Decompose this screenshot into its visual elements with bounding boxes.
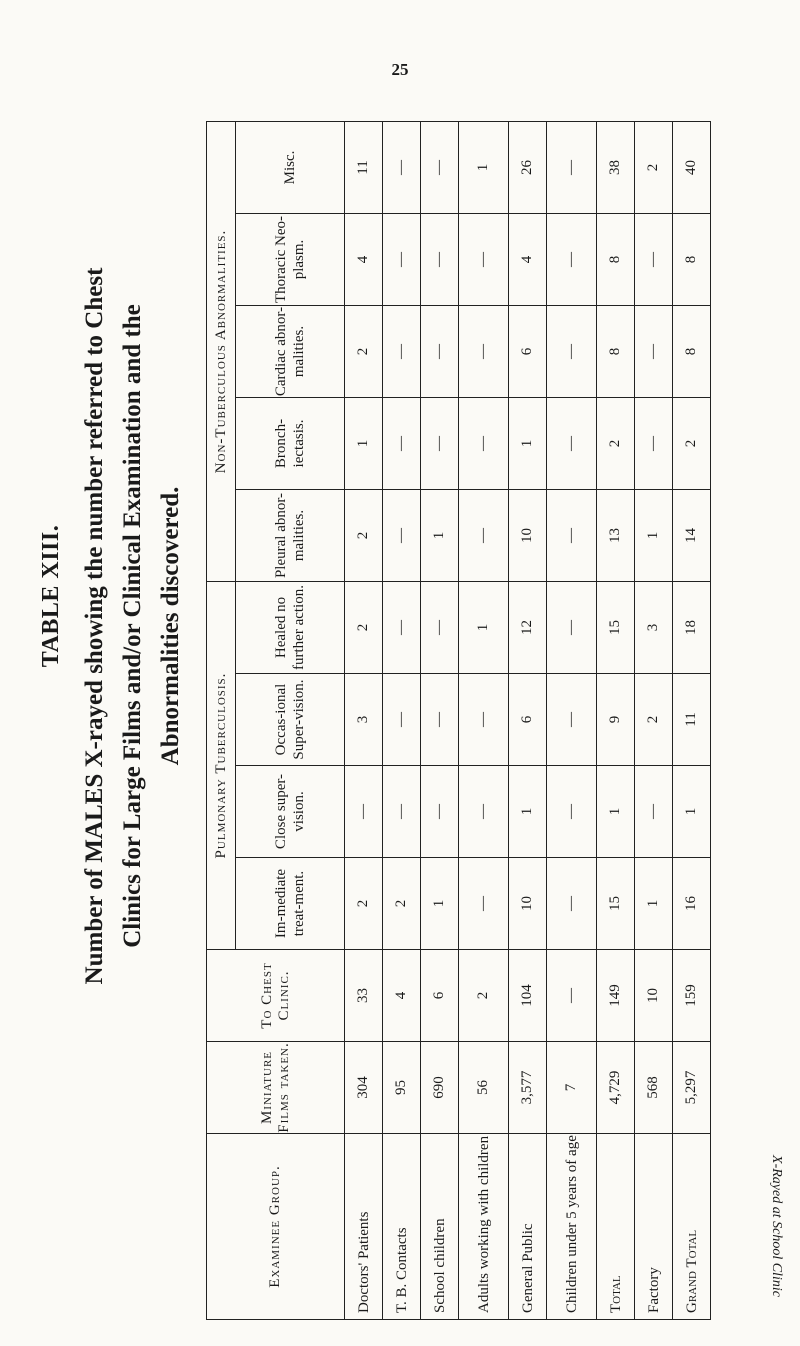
table-cell: 40 — [673, 122, 711, 214]
row-label: Total — [597, 1134, 635, 1320]
table-cell: 4 — [383, 950, 421, 1042]
table-cell: 3 — [345, 674, 383, 766]
table-cell: 1 — [459, 582, 509, 674]
table-cell: — — [459, 674, 509, 766]
table-cell: — — [345, 766, 383, 858]
table-cell: 9 — [597, 674, 635, 766]
table-cell: — — [547, 858, 597, 950]
table-cell: 4 — [509, 214, 547, 306]
table-cell: 1 — [345, 398, 383, 490]
table-cell: 3,577 — [509, 1042, 547, 1134]
table-cell: — — [635, 306, 673, 398]
table-cell: 3 — [635, 582, 673, 674]
table-cell: 568 — [635, 1042, 673, 1134]
table-row — [547, 122, 597, 1320]
table-cell: — — [421, 306, 459, 398]
table-cell: 56 — [459, 1042, 509, 1134]
table-row — [673, 122, 711, 1320]
table-cell: 1 — [635, 858, 673, 950]
table-cell: 38 — [597, 122, 635, 214]
table-cell: 6 — [509, 306, 547, 398]
table-cell: 8 — [673, 214, 711, 306]
table-cell: — — [459, 306, 509, 398]
table-cell: 26 — [509, 122, 547, 214]
table-caption-line-2: Clinics for Large Films and/or Clinical Examination and the — [119, 304, 146, 948]
table-cell: — — [459, 766, 509, 858]
table-cell: 8 — [673, 306, 711, 398]
table-cell: 149 — [597, 950, 635, 1042]
table-cell: 1 — [509, 766, 547, 858]
table-title: TABLE XIII. — [38, 524, 64, 668]
table-cell: — — [383, 214, 421, 306]
header-cardiac: Cardiac abnor-malities. — [236, 306, 345, 398]
table-row — [597, 122, 635, 1320]
row-label: Grand Total — [673, 1134, 711, 1320]
table-cell: 11 — [345, 122, 383, 214]
data-table — [206, 121, 711, 1320]
table-cell: 2 — [673, 398, 711, 490]
table-cell: 1 — [421, 858, 459, 950]
row-label: Doctors' Patients — [345, 1134, 383, 1320]
table-cell: 304 — [345, 1042, 383, 1134]
table-cell: — — [421, 122, 459, 214]
table-cell: 1 — [635, 490, 673, 582]
table-cell: 2 — [635, 674, 673, 766]
table-cell: 15 — [597, 858, 635, 950]
table-cell: 2 — [345, 858, 383, 950]
table-cell: 2 — [597, 398, 635, 490]
row-label: Adults working with children — [459, 1134, 509, 1320]
table-cell: 4,729 — [597, 1042, 635, 1134]
table-cell: — — [547, 122, 597, 214]
table-cell: 1 — [509, 398, 547, 490]
table-cell: — — [383, 306, 421, 398]
table-cell: 2 — [345, 306, 383, 398]
row-label: T. B. Contacts — [383, 1134, 421, 1320]
header-bronchiectasis: Bronch-iectasis. — [236, 398, 345, 490]
table-cell: — — [547, 214, 597, 306]
header-healed: Healed no further action. — [236, 582, 345, 674]
table-cell: 16 — [673, 858, 711, 950]
table-cell: — — [383, 122, 421, 214]
table-cell: 4 — [345, 214, 383, 306]
table-cell: 159 — [673, 950, 711, 1042]
table-cell: — — [459, 858, 509, 950]
group-header-row — [207, 122, 236, 1320]
table-cell: — — [459, 398, 509, 490]
table-cell: — — [421, 214, 459, 306]
table-cell: — — [547, 766, 597, 858]
table-cell: 6 — [421, 950, 459, 1042]
header-examinee-group: Examinee Group. — [207, 1134, 345, 1320]
table-cell: 13 — [597, 490, 635, 582]
table-cell: 690 — [421, 1042, 459, 1134]
table-caption-line-1: Number of MALES X-rayed showing the number referred to Chest — [81, 267, 108, 985]
header-misc: Misc. — [236, 122, 345, 214]
table-cell: — — [383, 398, 421, 490]
table-cell: 8 — [597, 306, 635, 398]
table-cell: — — [383, 674, 421, 766]
table-row — [635, 122, 673, 1320]
table-cell: 7 — [547, 1042, 597, 1134]
table-cell: 1 — [673, 766, 711, 858]
table-cell: 2 — [459, 950, 509, 1042]
table-cell: 11 — [673, 674, 711, 766]
table-cell: — — [547, 398, 597, 490]
table-cell: — — [635, 766, 673, 858]
table-cell: — — [459, 490, 509, 582]
header-pleural: Pleural abnor-malities. — [236, 490, 345, 582]
table-cell: 10 — [635, 950, 673, 1042]
table-cell: — — [383, 582, 421, 674]
table-cell: — — [421, 398, 459, 490]
table-cell: 5,297 — [673, 1042, 711, 1134]
table-cell: — — [383, 490, 421, 582]
table-cell: 1 — [421, 490, 459, 582]
table-cell: — — [635, 214, 673, 306]
header-thoracic-neoplasm: Thoracic Neo-plasm. — [236, 214, 345, 306]
page-number: 25 — [391, 60, 409, 79]
group-pulmonary-tuberculosis: Pulmonary Tuberculosis. — [207, 582, 236, 950]
table-cell: 18 — [673, 582, 711, 674]
table-cell: 1 — [459, 122, 509, 214]
table-cell: 2 — [383, 858, 421, 950]
row-label: Children under 5 years of age — [547, 1134, 597, 1320]
table-cell: — — [383, 766, 421, 858]
header-miniature-films: Miniature Films taken. — [207, 1042, 345, 1134]
table-row — [383, 122, 421, 1320]
table-cell: 2 — [635, 122, 673, 214]
row-label: General Public — [509, 1134, 547, 1320]
header-occasional-supervision: Occas-ional Super-vision. — [236, 674, 345, 766]
table-cell: 2 — [345, 490, 383, 582]
table-cell: — — [459, 214, 509, 306]
table-row — [421, 122, 459, 1320]
row-label: School children — [421, 1134, 459, 1320]
table-cell: 104 — [509, 950, 547, 1042]
table-cell: — — [421, 766, 459, 858]
table-cell: — — [547, 950, 597, 1042]
table-cell: 33 — [345, 950, 383, 1042]
table-cell: — — [635, 398, 673, 490]
header-to-chest-clinic: To Chest Clinic. — [207, 950, 345, 1042]
group-non-tuberculous: Non-Tuberculous Abnormalities. — [207, 122, 236, 582]
table-cell: — — [547, 582, 597, 674]
table-cell: — — [421, 582, 459, 674]
table-row — [345, 122, 383, 1320]
table-cell: 8 — [597, 214, 635, 306]
row-label: Factory — [635, 1134, 673, 1320]
table-cell: — — [547, 674, 597, 766]
table-caption-line-3: Abnormalities discovered. — [157, 486, 184, 766]
table-cell: 12 — [509, 582, 547, 674]
header-immediate-treatment: Im-mediate treat-ment. — [236, 858, 345, 950]
table-cell: 1 — [597, 766, 635, 858]
table-cell: 15 — [597, 582, 635, 674]
margin-note: X-Rayed at School Clinic — [769, 1155, 784, 1297]
table-cell: — — [421, 674, 459, 766]
table-cell: 6 — [509, 674, 547, 766]
table-cell: 10 — [509, 858, 547, 950]
header-close-supervision: Close super-vision. — [236, 766, 345, 858]
table-body — [345, 122, 711, 1320]
table-cell: — — [547, 306, 597, 398]
table-cell: 10 — [509, 490, 547, 582]
table-cell: 14 — [673, 490, 711, 582]
table-cell: 2 — [345, 582, 383, 674]
table-cell: — — [547, 490, 597, 582]
table-row — [509, 122, 547, 1320]
table-row — [459, 122, 509, 1320]
table-cell: 95 — [383, 1042, 421, 1134]
